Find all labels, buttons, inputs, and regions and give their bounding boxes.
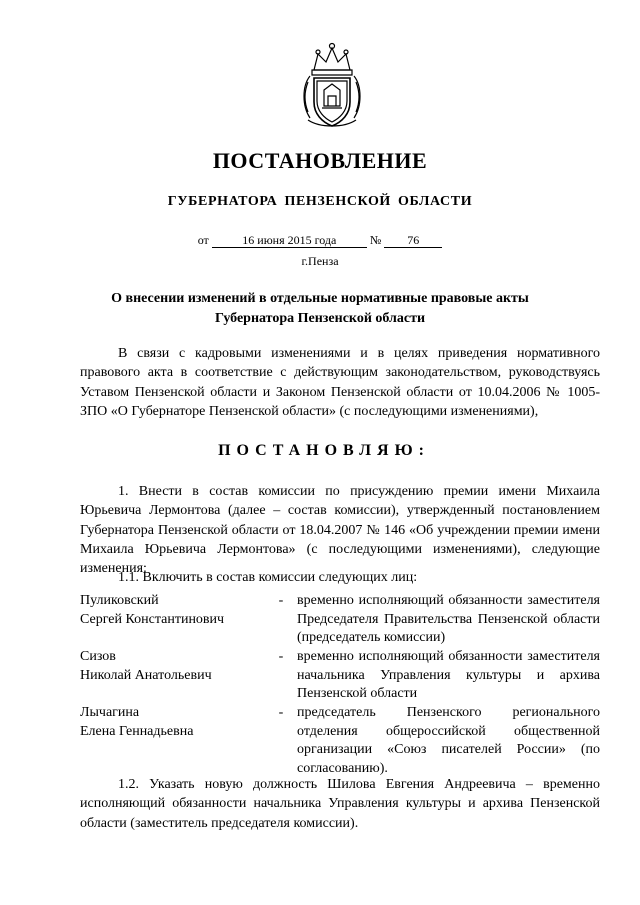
item-1-1-paragraph: 1.1. Включить в состав комиссии следующих лиц: xyxy=(118,570,418,585)
member-given-names: Николай Анатольевич xyxy=(80,667,212,683)
intro-paragraph: В связи с кадровыми изменениями и в целях приведения нормативного правового акта в соответствие с действующим законодательством, руководствуясь Уставом Пензенской области и Законом Пензенской области от 10.04.2006 № 1005-ЗПО «О Губернаторе Пензенской области» (с последующими изменениями), xyxy=(80,346,600,419)
number-prefix: № xyxy=(369,233,382,247)
member-dash: - xyxy=(278,649,284,664)
member-dash: - xyxy=(278,593,284,608)
coat-of-arms-icon xyxy=(300,40,364,130)
member-dash: - xyxy=(278,705,284,720)
member-name xyxy=(80,592,270,629)
document-title: ПОСТАНОВЛЕНИЕ xyxy=(212,148,428,173)
member-role: временно исполняющий обязанности заместителя начальника Управления культуры и архива Пензенской области xyxy=(297,649,600,702)
member-role: временно исполняющий обязанности заместителя Председателя Правительства Пензенской области (председатель комиссии) xyxy=(297,593,600,646)
date-prefix: от xyxy=(197,233,209,247)
member-surname: Пуликовский xyxy=(80,593,159,608)
date-line xyxy=(0,233,640,248)
member-name xyxy=(80,648,270,685)
document-city: г.Пенза xyxy=(301,254,339,268)
decree-heading: ПОСТАНОВЛЯЮ: xyxy=(218,442,430,459)
act-title xyxy=(80,289,560,329)
member-given-names: Елена Геннадьевна xyxy=(80,723,194,739)
document-date: 16 июня 2015 года xyxy=(212,234,367,248)
item-1-2-paragraph: 1.2. Указать новую должность Шилова Евгения Андреевича – временно исполняющий обязанности начальника Управления культуры и архива Пензенской области (заместитель председателя комиссии). xyxy=(80,777,600,831)
document-number: 76 xyxy=(384,234,442,248)
member-surname: Лычагина xyxy=(80,705,140,720)
act-title-line: О внесении изменений в отдельные нормативные правовые акты xyxy=(111,291,529,306)
document-subtitle: ГУБЕРНАТОРА ПЕНЗЕНСКОЙ ОБЛАСТИ xyxy=(167,194,473,209)
act-title-line: Губернатора Пензенской области xyxy=(214,311,426,326)
member-surname: Сизов xyxy=(80,649,116,664)
member-given-names: Сергей Константинович xyxy=(80,611,225,627)
member-name xyxy=(80,704,270,741)
member-role: председатель Пензенского регионального отделения общероссийской общественной организации «Союз писателей России» (по согласованию). xyxy=(297,705,600,776)
item-1-paragraph: 1. Внести в состав комиссии по присуждению премии имени Михаила Юрьевича Лермонтова (далее – состав комиссии), утвержденный постановлением Губернатора Пензенской области от 18.04.2007 № 146 «Об учреждении премии имени Михаила Юрьевича Лермонтова» (с последующими изменениями), следующие изменения: xyxy=(80,484,600,577)
